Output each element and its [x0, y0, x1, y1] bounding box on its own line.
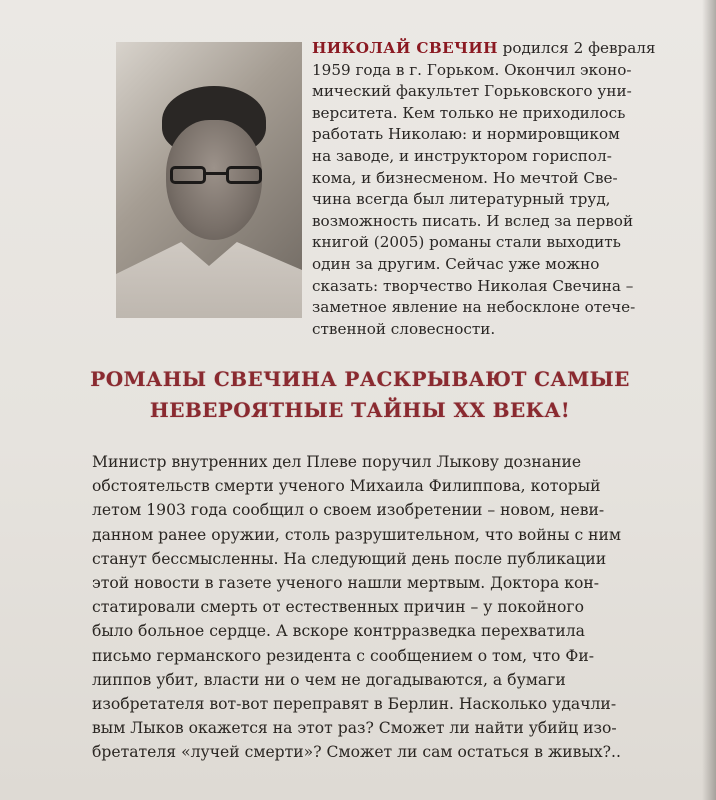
annotation-line: этой новости в газете ученого нашли мертвым. Доктора кон-	[92, 574, 600, 593]
annotation-line: письмо германского резидента с сообщением о том, что Фи-	[92, 646, 594, 665]
annotation-line: было больное сердце. А вскоре контрразведка перехватила	[92, 622, 585, 641]
bio-line: на заводе, и инструктором гориспол-	[312, 146, 612, 165]
bio-line: 1959 года в г. Горьком. Окончил эконо-	[312, 60, 632, 79]
author-photo	[116, 42, 302, 318]
bio-line: один за другим. Сейчас уже можно	[312, 254, 600, 273]
annotation-line: станут бессмысленны. На следующий день после публикации	[92, 549, 607, 568]
bio-line: верситета. Кем только не приходилось	[312, 103, 626, 122]
annotation-line: бретателя «лучей смерти»? Сможет ли сам остаться в живых?..	[92, 743, 621, 762]
annotation-line: данном ранее оружии, столь разрушительном, что войны с ним	[92, 525, 622, 544]
bio-line: сказать: творчество Николая Свечина –	[312, 276, 634, 295]
author-bio	[312, 38, 662, 340]
bio-line: книгой (2005) романы стали выходить	[312, 233, 621, 252]
headline-line-2: НЕВЕРОЯТНЫЕ ТАЙНЫ ХХ ВЕКА!	[149, 398, 571, 422]
annotation-line: изобретателя вот-вот переправят в Берлин. Насколько удачли-	[92, 695, 617, 714]
bio-line: заметное явление на небосклоне отече-	[312, 298, 636, 317]
annotation-line: обстоятельств смерти ученого Михаила Филиппова, который	[92, 477, 601, 496]
annotation-line: липпов убит, власти ни о чем не догадываются, а бумаги	[92, 670, 566, 689]
bio-line: ственной словесности.	[312, 319, 496, 338]
bio-line: возможность писать. И вслед за первой	[312, 211, 634, 230]
headline-line-1: РОМАНЫ СВЕЧИНА РАСКРЫВАЮТ САМЫЕ	[90, 367, 630, 391]
annotation-line: статировали смерть от естественных причин – у покойного	[92, 598, 584, 617]
annotation-line: летом 1903 года сообщил о своем изобретении – новом, неви-	[92, 501, 605, 520]
bio-line: чина всегда был литературный труд,	[312, 190, 611, 209]
bio-line: кома, и бизнесменом. Но мечтой Све-	[312, 168, 618, 187]
headline	[60, 364, 660, 426]
bio-line: НИКОЛАЙ СВЕЧИН родился 2 февраля	[312, 39, 656, 57]
bio-line: работать Николаю: и нормировщиком	[312, 125, 620, 144]
cover-edge-shadow	[702, 0, 716, 800]
book-annotation	[92, 450, 698, 765]
annotation-line: Министр внутренних дел Плеве поручил Лыкову дознание	[92, 453, 582, 471]
author-name: НИКОЛАЙ СВЕЧИН	[312, 39, 498, 57]
annotation-line: вым Лыков окажется на этот раз? Сможет ли найти убийц изо-	[92, 719, 617, 738]
bio-line: мический факультет Горьковского уни-	[312, 82, 632, 101]
